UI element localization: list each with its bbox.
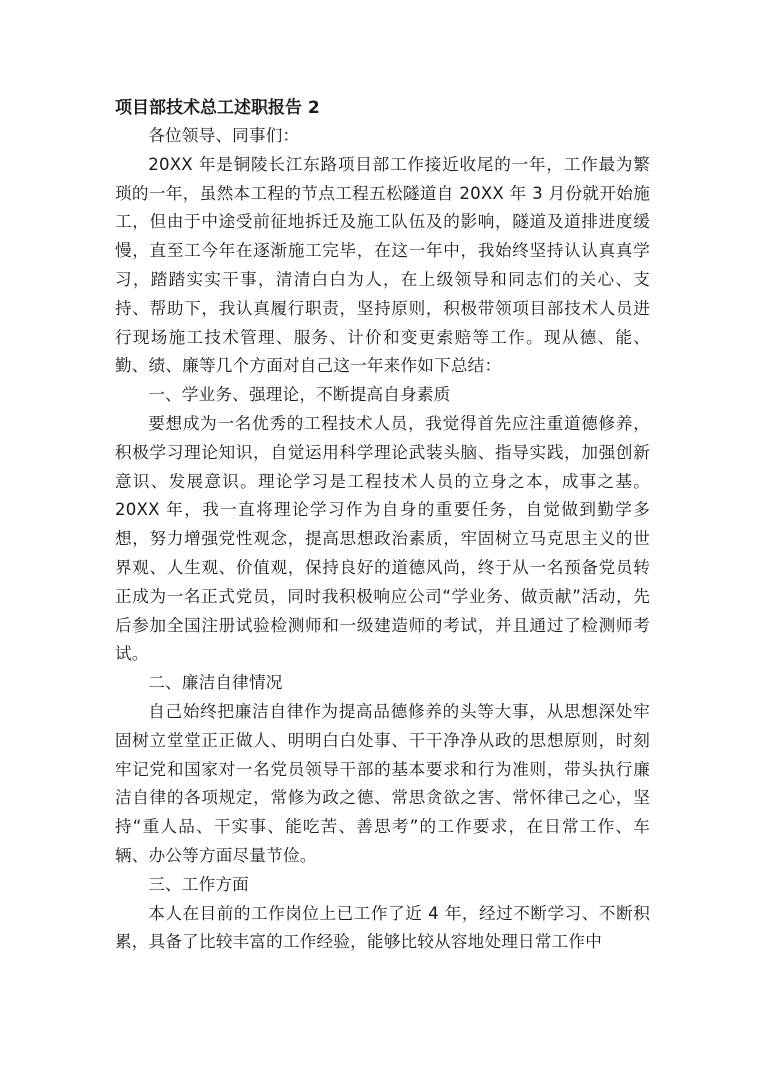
section-1-heading: 一、学业务、强理论，不断提高自身素质	[148, 385, 451, 405]
intro-paragraph: 20XX 年是铜陵长江东路项目部工作接近收尾的一年，工作最为繁琐的一年，虽然本工程的节点工程五松隧道自 20XX 年 3 月份就开始施工，但由于中途受前征地拆迁及施工队伍及的影响，隧道及道排进度缓慢，直至工今年在逐渐施工完毕，在这一年中，我始终坚持认认真真学习，踏踏实实干事，清清白白为人，在上级领导和同志们的关心、支持、帮助下，我认真履行职责，坚持原则，积极带领项目部技术人员进行现场施工技术管理、服务、计价和变更索赔等工作。现从德、能、勤、绩、廉等几个方面对自己这一年来作如下总结：	[115, 154, 650, 376]
document-body	[115, 94, 650, 957]
section-1-body: 要想成为一名优秀的工程技术人员，我觉得首先应注重道德修养，积极学习理论知识，自觉运用科学理论武装头脑、指导实践，加强创新意识、发展意识。理论学习是工程技术人员的立身之本，成事之基。20XX 年，我一直将理论学习作为自身的重要任务，自觉做到勤学多想，努力增强党性观念，提高思想政治素质，牢固树立马克思主义的世界观、人生观、价值观，保持良好的道德风尚，终于从一名预备党员转正成为一名正式党员，同时我积极响应公司“学业务、做贡献”活动，先后参加全国注册试验检测师和一级建造师的考试，并且通过了检测师考试。	[115, 413, 650, 664]
section-2-heading: 二、廉洁自律情况	[148, 673, 283, 693]
section-3-body: 本人在目前的工作岗位上已工作了近 4 年，经过不断学习、不断积累，具备了比较丰富的工作经验，能够比较从容地处理日常工作中	[115, 903, 650, 952]
section-3-heading: 三、工作方面	[148, 874, 249, 894]
salutation: 各位领导、同事们：	[148, 126, 300, 145]
section-2-body: 自己始终把廉洁自律作为提高品德修养的头等大事，从思想深处牢固树立堂堂正正做人、明明白白处事、干干净净从政的思想原则，时刻牢记党和国家对一名党员领导干部的基本要求和行为准则，带头执行廉洁自律的各项规定，常修为政之德、常思贪欲之害、常怀律己之心，坚持“重人品、干实事、能吃苦、善思考”的工作要求，在日常工作、车辆、办公等方面尽量节俭。	[115, 701, 650, 865]
document-title: 项目部技术总工述职报告 2	[115, 98, 320, 118]
